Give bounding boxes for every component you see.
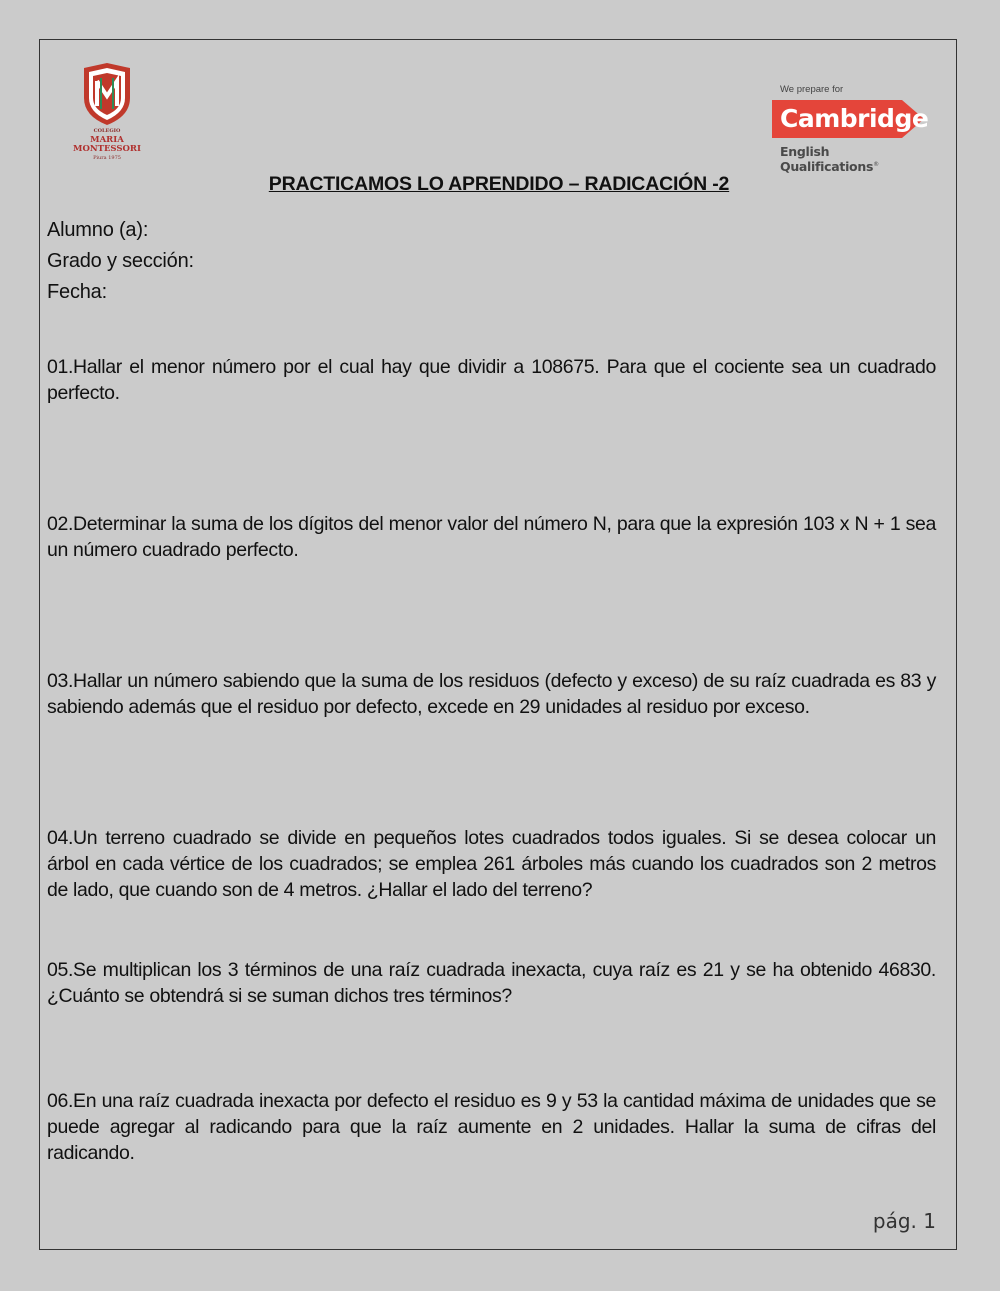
question-02: 02.Determinar la suma de los dígitos del menor valor del número N, para que la expresión 103 x N + 1 sea un número cuadrado perfecto. xyxy=(47,513,936,561)
cambridge-logo xyxy=(772,84,932,174)
school-logo xyxy=(68,62,146,166)
question-01: 01.Hallar el menor número por el cual hay que dividir a 108675. Para que el cociente sea un cuadrado perfecto. xyxy=(47,356,936,404)
date-field-label: Fecha: xyxy=(47,281,107,303)
page-frame xyxy=(39,39,957,1250)
school-crest-icon xyxy=(80,62,134,126)
question-04: 04.Un terreno cuadrado se divide en pequeños lotes cuadrados todos iguales. Si se desea colocar un árbol en cada vértice de los cuadrados; se emplea 261 árboles más cuando los cuadrados son 2 metros de lado, que cuando son de 4 metros. ¿Hallar el lado del terreno? xyxy=(47,827,936,901)
question-03: 03.Hallar un número sabiendo que la suma de los residuos (defecto y exceso) de su raíz cuadrada es 83 y sabiendo además que el residuo por defecto, excede en 29 unidades al residuo por exceso. xyxy=(47,670,936,718)
student-field-label: Alumno (a): xyxy=(47,219,149,241)
school-logo-place: Piura 1975 xyxy=(93,155,121,161)
question-06: 06.En una raíz cuadrada inexacta por defecto el residuo es 9 y 53 la cantidad máxima de unidades que se puede agregar al radicando para que la raíz aumente en 2 unidades. Hallar la suma de cifras del radicando. xyxy=(47,1090,936,1164)
cambridge-subtitle xyxy=(780,144,932,174)
question-05: 05.Se multiplican los 3 términos de una raíz cuadrada inexacta, cuya raíz es 21 y se ha obtenido 46830. ¿Cuánto se obtendrá si se suman dichos tres términos? xyxy=(47,959,936,1007)
cambridge-tagline: We prepare for xyxy=(780,84,844,95)
cambridge-trademark: ® xyxy=(873,160,879,168)
grade-field-label: Grado y sección: xyxy=(47,250,194,272)
school-logo-name-1: MARIA xyxy=(90,135,124,145)
cambridge-subtitle-text: English Qualifications xyxy=(780,144,874,174)
cambridge-brand: Cambridge xyxy=(780,104,929,133)
page-title: PRACTICAMOS LO APRENDIDO – RADICACIÓN -2 xyxy=(268,173,730,195)
school-logo-prefix: COLEGIO xyxy=(93,128,121,134)
school-logo-name-2: MONTESSORI xyxy=(73,144,141,154)
page-number: pág. 1 xyxy=(872,1209,936,1233)
